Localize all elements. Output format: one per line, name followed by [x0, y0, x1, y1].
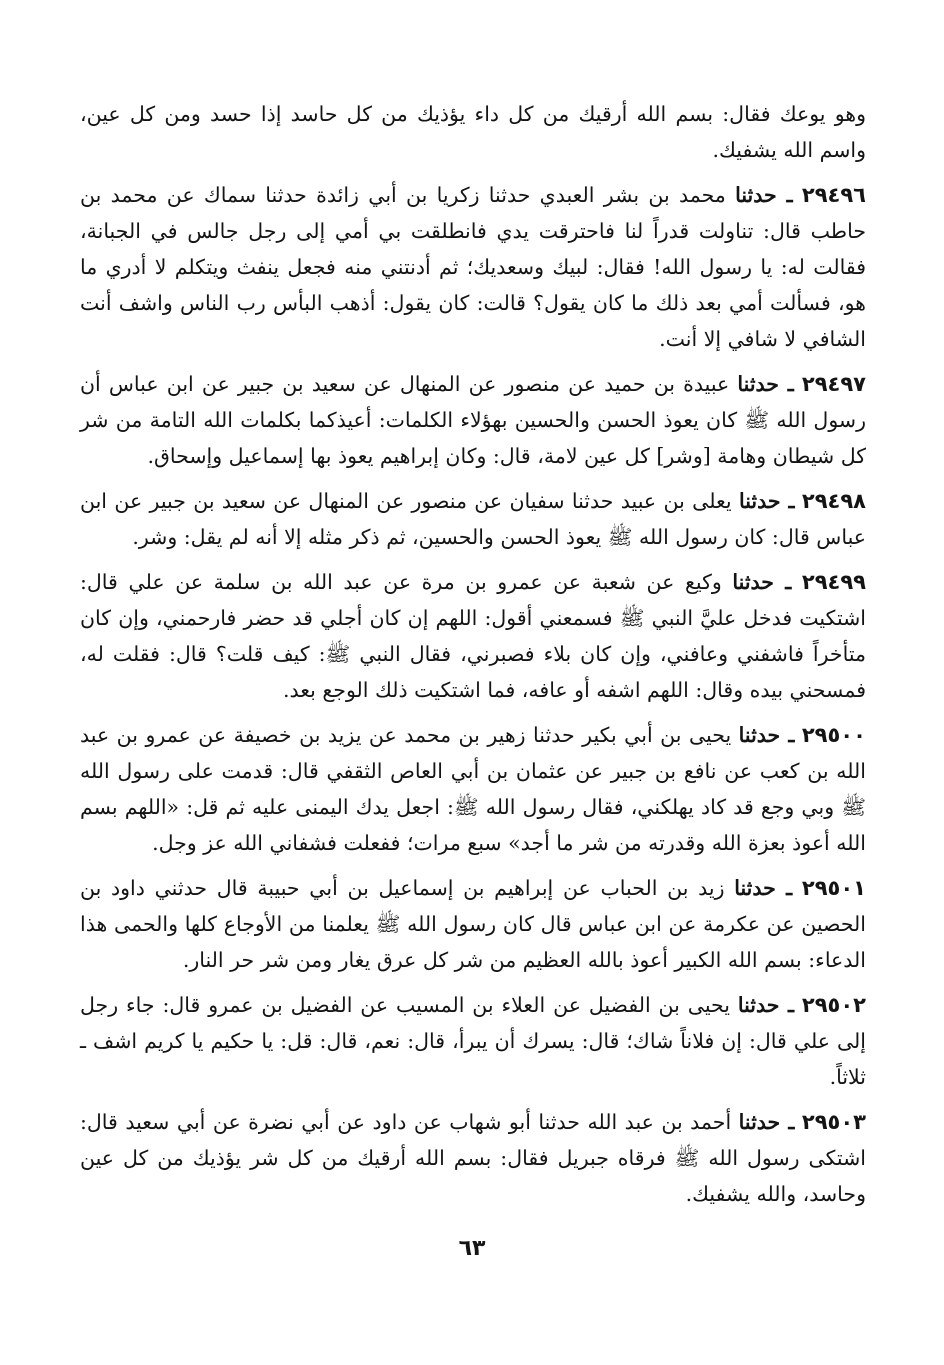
- hadith-entry: ٢٩٥٠٣ ـ حدثنا أحمد بن عبد الله حدثنا أبو شهاب عن داود عن أبي نضرة عن أبي سعيد قال: اشتكى رسول الله ﷺ فرقاه جبريل فقال: بسم الله أرقيك من كل شر يؤذيك من كل عين وحاسد، والله يشفيك.: [80, 1110, 866, 1206]
- hadith-entry: ٢٩٤٩٨ ـ حدثنا يعلى بن عبيد حدثنا سفيان عن منصور عن المنهال عن سعيد بن جبير عن ابن عباس قال: كان رسول الله ﷺ يعوذ الحسن والحسين، ثم ذكر مثله إلا أنه لم يقل: وشر.: [80, 489, 866, 549]
- hadith-heading: حدثنا: [734, 876, 776, 900]
- hadith-number: ٢٩٥٠٣: [801, 1110, 866, 1134]
- hadith-heading: حدثنا: [738, 1110, 781, 1134]
- body-text: [80, 96, 866, 1212]
- hadith-heading: حدثنا: [738, 489, 781, 513]
- hadith-heading: حدثنا: [735, 183, 777, 207]
- hadith-entry: ٢٩٥٠١ ـ حدثنا زيد بن الحباب عن إبراهيم بن إسماعيل بن أبي حبيبة قال حدثني داود بن الحصين عن عكرمة عن ابن عباس قال كان رسول الله ﷺ يعلمنا من الأوجاع كلها والحمى هذا الدعاء: بسم الله الكبير أعوذ بالله العظيم من شر كل عرق يغار ومن شر حر النار.: [80, 876, 866, 972]
- hadith-text: زيد بن الحباب عن إبراهيم بن إسماعيل بن أبي حبيبة قال حدثني داود بن الحصين عن عكرمة عن ابن عباس قال كان رسول الله ﷺ يعلمنا من الأوجاع كلها والحمى هذا الدعاء: بسم الله الكبير أعوذ بالله العظيم من شر كل عرق يغار ومن شر حر النار.: [80, 876, 866, 972]
- intro-paragraph: وهو يوعك فقال: بسم الله أرقيك من كل داء يؤذيك من كل حاسد إذا حسد ومن كل عين، واسم الله يشفيك.: [80, 102, 866, 162]
- hadith-number: ٢٩٥٠٢: [801, 993, 866, 1017]
- hadith-entry: ٢٩٤٩٩ ـ حدثنا وكيع عن شعبة عن عمرو بن مرة عن عبد الله بن سلمة عن علي قال: اشتكيت فدخل عليَّ النبي ﷺ فسمعني أقول: اللهم إن كان أجلي قد حضر فارحمني، وإن كان متأخراً فاشفني وعافني، وإن كان بلاء فصبرني، فقال النبي ﷺ: كيف قلت؟ قال: فقلت له، فمسحني بيده وقال: اللهم اشفه أو عافه، فما اشتكيت ذلك الوجع بعد.: [80, 570, 866, 702]
- hadith-number: ٢٩٤٩٩: [801, 570, 866, 594]
- hadith-number: ٢٩٤٩٧: [801, 372, 866, 396]
- hadith-number: ٢٩٤٩٨: [801, 489, 866, 513]
- hadith-text: وكيع عن شعبة عن عمرو بن مرة عن عبد الله بن سلمة عن علي قال: اشتكيت فدخل عليَّ النبي ﷺ فسمعني أقول: اللهم إن كان أجلي قد حضر فارحمني، وإن كان متأخراً فاشفني وعافني، وإن كان بلاء فصبرني، فقال النبي ﷺ: كيف قلت؟ قال: فقلت له، فمسحني بيده وقال: اللهم اشفه أو عافه، فما اشتكيت ذلك الوجع بعد.: [80, 570, 866, 702]
- hadith-heading: حدثنا: [737, 372, 779, 396]
- hadith-heading: حدثنا: [732, 570, 774, 594]
- page-number: ٦٣: [458, 1236, 486, 1261]
- hadith-text: محمد بن بشر العبدي حدثنا زكريا بن أبي زائدة حدثنا سماك عن محمد بن حاطب قال: تناولت قدراً لنا فاحترقت يدي فانطلقت بي أمي إلى رجل جالس في الجبانة، فقالت له: يا رسول الله! فقال: لبيك وسعديك؛ ثم أدنتني منه فجعل ينفث ويتكلم لا أدري ما هو، فسألت أمي بعد ذلك ما كان يقول؟ قالت: كان يقول: أذهب البأس رب الناس واشف أنت الشافي لا شافي إلا أنت.: [80, 183, 866, 351]
- hadith-entry: ٢٩٤٩٦ ـ حدثنا محمد بن بشر العبدي حدثنا زكريا بن أبي زائدة حدثنا سماك عن محمد بن حاطب قال: تناولت قدراً لنا فاحترقت يدي فانطلقت بي أمي إلى رجل جالس في الجبانة، فقالت له: يا رسول الله! فقال: لبيك وسعديك؛ ثم أدنتني منه فجعل ينفث ويتكلم لا أدري ما هو، فسألت أمي بعد ذلك ما كان يقول؟ قالت: كان يقول: أذهب البأس رب الناس واشف أنت الشافي لا شافي إلا أنت.: [80, 183, 866, 351]
- hadith-text: عبيدة بن حميد عن منصور عن المنهال عن سعيد بن جبير عن ابن عباس أن رسول الله ﷺ كان يعوذ الحسن والحسين بهؤلاء الكلمات: أعيذكما بكلمات الله التامة من شر كل شيطان وهامة [وشر] كل عين لامة، قال: وكان إبراهيم يعوذ بها إسماعيل وإسحاق.: [80, 372, 866, 468]
- hadith-entry: ٢٩٥٠٠ ـ حدثنا يحيى بن أبي بكير حدثنا زهير بن محمد عن يزيد بن خصيفة عن عمرو بن عبد الله بن كعب عن نافع بن جبير عن عثمان بن أبي العاص الثقفي قال: قدمت على رسول الله ﷺ وبي وجع قد كاد يهلكني، فقال رسول الله ﷺ: اجعل يدك اليمنى عليه ثم قل: «اللهم بسم الله أعوذ بعزة الله وقدرته من شر ما أجد» سبع مرات؛ ففعلت فشفاني الله عز وجل.: [80, 723, 866, 855]
- hadith-text: يحيى بن الفضيل عن العلاء بن المسيب عن الفضيل بن عمرو قال: جاء رجل إلى علي قال: إن فلاناً شاك؛ قال: يسرك أن يبرأ، قال: نعم، قال: قل: يا حكيم يا كريم اشف ـ ثلاثاً.: [80, 993, 866, 1089]
- hadith-number: ٢٩٤٩٦: [801, 183, 866, 207]
- hadith-entry: ٢٩٥٠٢ ـ حدثنا يحيى بن الفضيل عن العلاء بن المسيب عن الفضيل بن عمرو قال: جاء رجل إلى علي قال: إن فلاناً شاك؛ قال: يسرك أن يبرأ، قال: نعم، قال: قل: يا حكيم يا كريم اشف ـ ثلاثاً.: [80, 993, 866, 1089]
- hadith-number: ٢٩٥٠٠: [801, 723, 866, 747]
- hadith-text: يحيى بن أبي بكير حدثنا زهير بن محمد عن يزيد بن خصيفة عن عمرو بن عبد الله بن كعب عن نافع بن جبير عن عثمان بن أبي العاص الثقفي قال: قدمت على رسول الله ﷺ وبي وجع قد كاد يهلكني، فقال رسول الله ﷺ: اجعل يدك اليمنى عليه ثم قل: «اللهم بسم الله أعوذ بعزة الله وقدرته من شر ما أجد» سبع مرات؛ ففعلت فشفاني الله عز وجل.: [80, 723, 866, 855]
- hadith-entry: ٢٩٤٩٧ ـ حدثنا عبيدة بن حميد عن منصور عن المنهال عن سعيد بن جبير عن ابن عباس أن رسول الله ﷺ كان يعوذ الحسن والحسين بهؤلاء الكلمات: أعيذكما بكلمات الله التامة من شر كل شيطان وهامة [وشر] كل عين لامة، قال: وكان إبراهيم يعوذ بها إسماعيل وإسحاق.: [80, 372, 866, 468]
- hadith-heading: حدثنا: [738, 723, 781, 747]
- hadith-text: أحمد بن عبد الله حدثنا أبو شهاب عن داود عن أبي نضرة عن أبي سعيد قال: اشتكى رسول الله ﷺ فرقاه جبريل فقال: بسم الله أرقيك من كل شر يؤذيك من كل عين وحاسد، والله يشفيك.: [80, 1110, 866, 1206]
- hadith-number: ٢٩٥٠١: [801, 876, 866, 900]
- hadith-heading: حدثنا: [737, 993, 780, 1017]
- hadith-text: يعلى بن عبيد حدثنا سفيان عن منصور عن المنهال عن سعيد بن جبير عن ابن عباس قال: كان رسول الله ﷺ يعوذ الحسن والحسين، ثم ذكر مثله إلا أنه لم يقل: وشر.: [80, 489, 866, 549]
